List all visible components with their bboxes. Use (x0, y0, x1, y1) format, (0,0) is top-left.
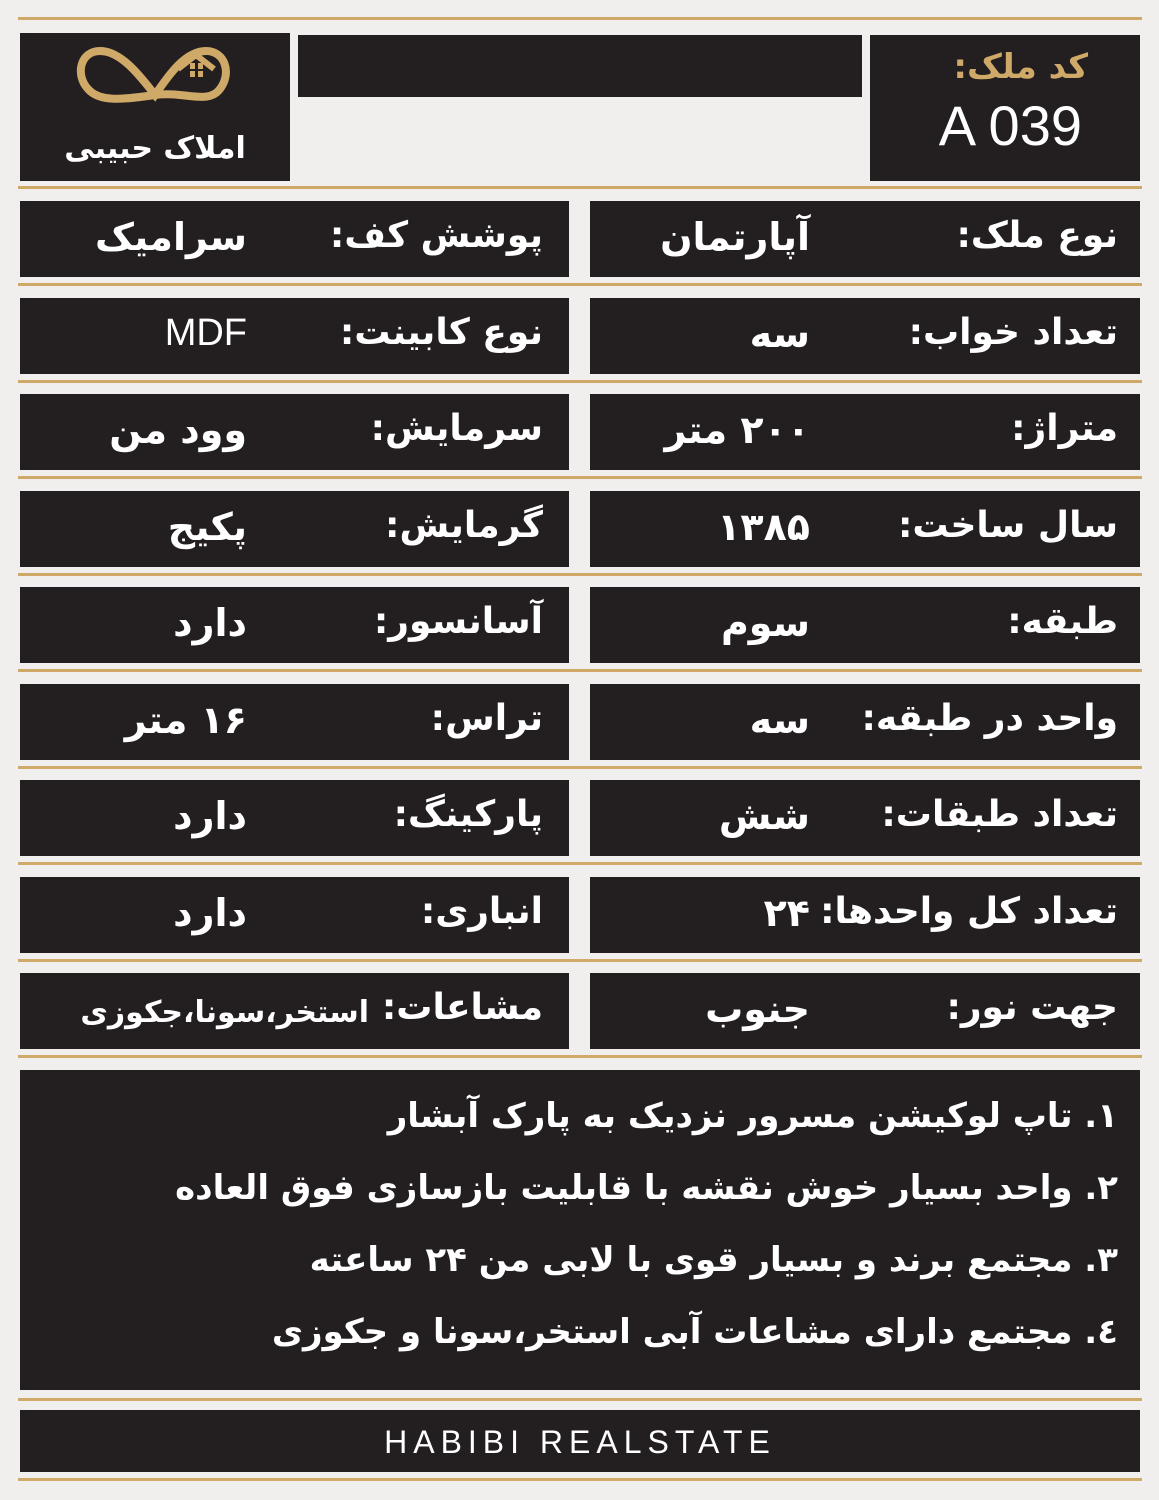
note-item: ۱. تاپ لوکیشن مسرور نزدیک به پارک آبشار (387, 1096, 1118, 1136)
detail-value: MDF (164, 312, 247, 354)
property-code-panel (870, 35, 1140, 181)
row-gold-divider (18, 476, 1142, 479)
detail-value: سرامیک (95, 215, 247, 259)
detail-cell-right (590, 877, 1140, 953)
footer-gold-divider-bottom (18, 1478, 1142, 1481)
header-gold-divider (18, 186, 1142, 189)
note-item: ٤. مجتمع دارای مشاعات آبی استخر،سونا و جکوزی (271, 1312, 1118, 1352)
detail-value: آپارتمان (660, 215, 810, 259)
row-gold-divider (18, 573, 1142, 576)
footer-gold-divider-top (18, 1398, 1142, 1401)
detail-value: سوم (720, 601, 810, 645)
detail-label: واحد در طبقه: (861, 698, 1118, 739)
detail-label: گرمایش: (385, 505, 543, 546)
row-gold-divider (18, 380, 1142, 383)
footer-brand-text: HABIBI REALSTATE (384, 1424, 776, 1460)
detail-cell-left (20, 973, 569, 1049)
property-code-label: کد ملک: (953, 47, 1088, 87)
detail-value: ۱۶ متر (124, 698, 247, 742)
detail-cell-left (20, 684, 569, 760)
note-item: ۳. مجتمع برند و بسیار قوی با لابی من ۲۴ ساعته (309, 1240, 1118, 1280)
title-bar (298, 35, 862, 97)
detail-cell-right (590, 587, 1140, 663)
row-gold-divider (18, 959, 1142, 962)
detail-value: دارد (173, 601, 247, 645)
detail-label: نوع کابینت: (339, 312, 543, 353)
notes-panel (20, 1070, 1140, 1390)
detail-value: ۱۳۸۵ (717, 505, 810, 549)
detail-label: انباری: (420, 891, 543, 932)
detail-label: پوشش کف: (329, 215, 543, 256)
detail-label: سال ساخت: (897, 505, 1118, 546)
detail-label: نوع ملک: (956, 215, 1118, 256)
row-gold-divider (18, 766, 1142, 769)
top-gold-border (18, 17, 1142, 20)
property-code-value: A 039 (938, 94, 1082, 157)
note-item: ۲. واحد بسیار خوش نقشه با قابلیت بازسازی فوق العاده (175, 1168, 1118, 1208)
detail-cell-left (20, 780, 569, 856)
detail-label: متراژ: (1011, 408, 1118, 449)
detail-cell-right (590, 394, 1140, 470)
detail-cell-left (20, 587, 569, 663)
row-gold-divider (18, 283, 1142, 286)
row-gold-divider (18, 669, 1142, 672)
detail-cell-right (590, 973, 1140, 1049)
logo-panel (20, 33, 290, 181)
detail-cell-right (590, 201, 1140, 277)
footer-bar (20, 1410, 1140, 1472)
detail-value: شش (718, 794, 810, 838)
detail-cell-left (20, 298, 569, 374)
detail-label: جهت نور: (946, 987, 1118, 1028)
detail-cell-left (20, 201, 569, 277)
detail-label: تراس: (430, 698, 543, 739)
detail-value: ۲۰۰ متر (664, 408, 810, 452)
row-gold-divider (18, 1055, 1142, 1058)
detail-label: تعداد کل واحدها: (820, 891, 1118, 932)
detail-label: تعداد طبقات: (881, 794, 1118, 835)
detail-cell-right (590, 780, 1140, 856)
detail-label: مشاعات: (381, 987, 543, 1028)
detail-cell-right (590, 298, 1140, 374)
detail-value: سه (749, 312, 810, 356)
logo-wordmark: املاک حبیبی (64, 131, 246, 166)
detail-cell-left (20, 394, 569, 470)
detail-cell-left (20, 491, 569, 567)
detail-label: پارکینگ: (393, 794, 543, 835)
detail-value: استخر،سونا،جکوزی (80, 995, 369, 1030)
detail-cell-right (590, 684, 1140, 760)
detail-value: پکیج (167, 505, 247, 549)
detail-value: دارد (173, 891, 247, 935)
detail-value: جنوب (705, 987, 810, 1031)
detail-value: ۲۴ (763, 891, 810, 935)
detail-label: تعداد خواب: (908, 312, 1118, 353)
row-gold-divider (18, 862, 1142, 865)
detail-cell-right (590, 491, 1140, 567)
infinity-house-logo-icon (20, 33, 290, 133)
detail-value: دارد (173, 794, 247, 838)
detail-label: آسانسور: (373, 601, 543, 642)
detail-cell-left (20, 877, 569, 953)
detail-label: طبقه: (1007, 601, 1118, 642)
detail-label: سرمایش: (370, 408, 543, 449)
detail-value: وود من (109, 408, 247, 452)
detail-value: سه (749, 698, 810, 742)
